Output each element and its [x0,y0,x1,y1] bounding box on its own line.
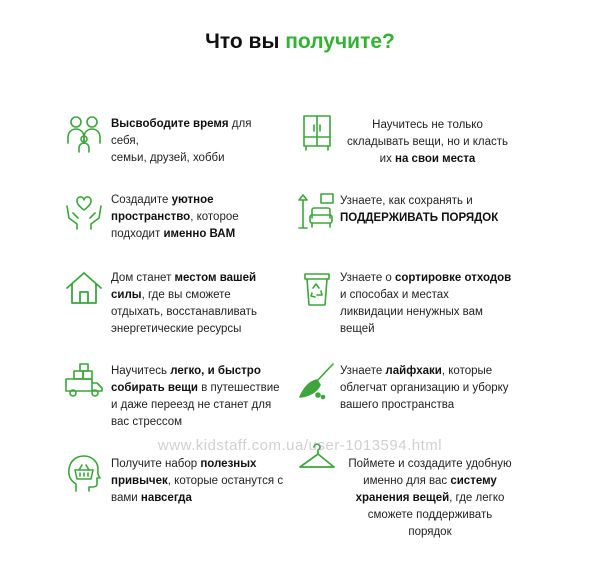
text-segment: Научитесь не только [372,119,483,131]
bold-text: уютное [171,194,214,206]
bold-text: силы [111,289,142,301]
text-segment: складывать вещи, но и класть [346,136,509,148]
text-segment: Узнаете, как сохранять и [340,195,473,207]
benefit-text [340,117,515,168]
bold-text: пространство [111,211,191,223]
title-prefix: Что вы [205,30,286,53]
text-segment: энергетические ресурсы [111,323,242,335]
benefit-text [340,270,520,338]
text-segment: , которое [190,211,239,223]
text-segment: Создадите [111,194,172,206]
benefit-text [111,116,281,167]
text-segment: отдыхать, восстанавливать [111,306,257,318]
text-segment: подходит [111,228,164,240]
text-segment: облегчат организацию и уборку [340,382,509,394]
hands-heart-icon [64,191,104,231]
text-segment: , которые [441,365,493,377]
bold-text: полезных [200,458,257,470]
text-segment: Узнаете о [340,272,396,284]
benefit-text [340,193,515,227]
text-segment: Получите набор [111,458,201,470]
bold-text: привычек [111,475,168,487]
bold-text: именно ВАМ [163,228,236,240]
text-segment: вами [111,492,141,504]
recycle-bin-icon [297,268,337,308]
bold-text: навсегда [140,492,192,504]
bold-text: лайфхаки [385,365,442,377]
bold-text: ПОДДЕРЖИВАТЬ ПОРЯДОК [340,212,499,224]
text-segment: для себя, [111,118,252,147]
text-segment: их [379,153,396,165]
text-segment: в путешествие [198,382,280,394]
bold-text: систему [450,475,497,487]
benefit-text [340,456,520,541]
text-segment: семьи, друзей, хобби [111,152,225,164]
text-segment: именно для вас [363,475,451,487]
watermark: www.kidstaff.com.ua/user-1013594.html [157,437,443,454]
text-segment: и даже переезд не станет для [111,399,272,411]
text-segment: Поймете и создадите удобную [348,458,512,470]
text-segment: порядок [408,526,452,538]
bold-text: на свои места [395,153,476,165]
text-segment: Дом станет [111,272,175,284]
house-icon [64,268,104,308]
benefit-text [340,363,520,414]
title-accent: получите? [285,30,395,53]
text-segment: , где вы сможете [141,289,231,301]
text-segment: сможете поддерживать [367,509,493,521]
text-segment: , где легко [449,492,505,504]
text-segment: и способах и местах [340,289,449,301]
bold-text: Высвободите время [111,118,229,130]
text-segment: Научитесь [111,365,171,377]
bold-text: хранения вещей [355,492,450,504]
bold-text: легко, и быстро [170,365,261,377]
benefit-text [111,270,281,338]
benefit-text [111,456,286,507]
bold-text: сортировке отходов [395,272,512,284]
benefit-text [111,363,286,431]
benefit-text [111,192,281,243]
delivery-truck-icon [64,361,104,401]
armchair-lamp-icon [297,191,337,231]
head-basket-icon [64,453,104,493]
family-icon [64,113,104,153]
text-segment: ликвидации ненужных вам [340,306,483,318]
bold-text: местом вашей [174,272,257,284]
bold-text: собирать вещи [111,382,198,394]
text-segment: , которые останутся с [167,475,284,487]
text-segment: вас стрессом [111,416,183,428]
broom-icon [297,361,337,401]
wardrobe-icon [297,113,337,153]
text-segment: вашего пространства [340,399,455,411]
page-title [0,30,600,54]
text-segment: Узнаете [340,365,386,377]
text-segment: вещей [340,323,375,335]
